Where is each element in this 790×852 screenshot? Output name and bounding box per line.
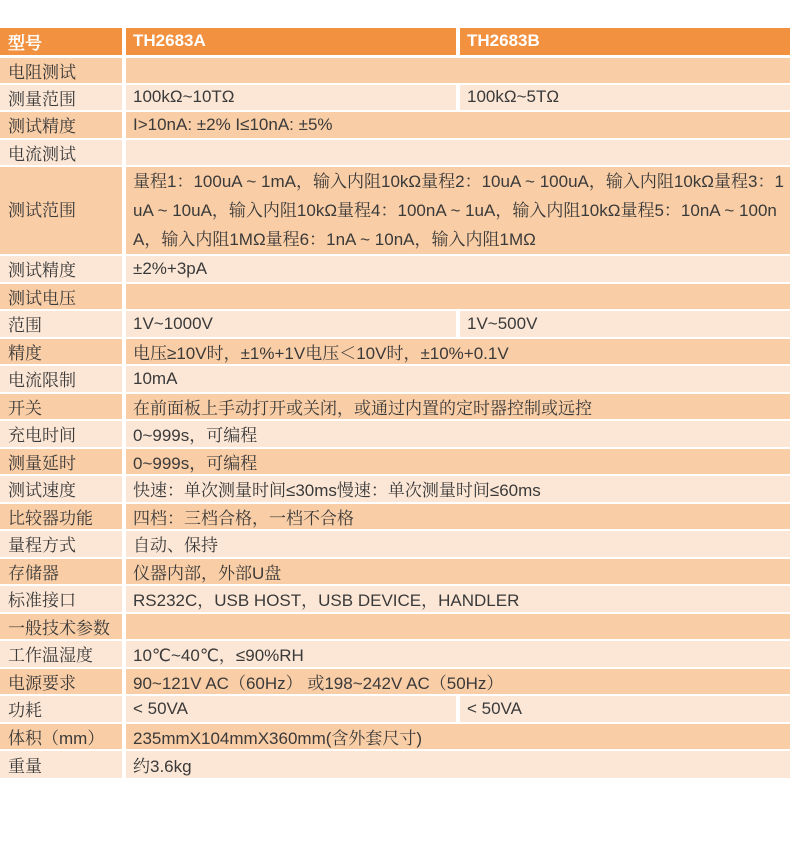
spec-row-interfaces — [0, 585, 790, 613]
spec-value-cell: 235mmX104mmX360mm(含外套尺寸) — [124, 723, 790, 751]
section-row-resistance-test — [0, 56, 790, 84]
section-row-test-voltage — [0, 283, 790, 311]
spec-label-cell: 开关 — [0, 393, 124, 421]
spec-label-cell: 量程方式 — [0, 530, 124, 558]
spec-row-comparator — [0, 503, 790, 531]
spec-label-cell: 电流限制 — [0, 365, 124, 393]
spec-row-voltage-accuracy — [0, 338, 790, 366]
spec-value-cell — [124, 139, 790, 167]
spec-row-test-speed — [0, 475, 790, 503]
spec-value-cell: I>10nA: ±2% I≤10nA: ±5% — [124, 111, 790, 139]
spec-value-cell: 量程1：100uA ~ 1mA，输入内阻10kΩ量程2：10uA ~ 100uA，输入内阻10kΩ量程3：1uA ~ 10uA，输入内阻10kΩ量程4：100nA ~ 1uA，输入内阻10kΩ量程5：10nA ~ 100nA，输入内阻1MΩ量程6：1nA ~ 10nA，输入内阻1MΩ — [124, 166, 790, 255]
spec-value-b-cell: < 50VA — [458, 695, 790, 723]
spec-row-power-requirement — [0, 668, 790, 696]
spec-label-cell: 精度 — [0, 338, 124, 366]
spec-value-b-cell: 100kΩ~5TΩ — [458, 84, 790, 112]
spec-value-cell: 0~999s，可编程 — [124, 448, 790, 476]
spec-value-b-cell: 1V~500V — [458, 310, 790, 338]
spec-value-cell: 四档：三档合格，一档不合格 — [124, 503, 790, 531]
header-model-b-cell: TH2683B — [458, 28, 790, 56]
spec-value-cell: 约3.6kg — [124, 750, 790, 778]
spec-value-cell: 电压≥10V时，±1%+1V电压＜10V时，±10%+0.1V — [124, 338, 790, 366]
spec-value-cell: 0~999s，可编程 — [124, 420, 790, 448]
spec-row-range-mode — [0, 530, 790, 558]
spec-row-voltage-range — [0, 310, 790, 338]
spec-label-cell: 范围 — [0, 310, 124, 338]
spec-value-a-cell: < 50VA — [124, 695, 458, 723]
spec-row-storage — [0, 558, 790, 586]
section-row-current-test — [0, 139, 790, 167]
spec-label-cell: 测试电压 — [0, 283, 124, 311]
spec-value-cell: 10℃~40℃，≤90%RH — [124, 640, 790, 668]
section-row-general-params — [0, 613, 790, 641]
spec-row-weight — [0, 750, 790, 778]
spec-value-cell: 仪器内部，外部U盘 — [124, 558, 790, 586]
spec-row-measure-range — [0, 84, 790, 112]
spec-label-cell: 体积（mm） — [0, 723, 124, 751]
spec-label-cell: 测试速度 — [0, 475, 124, 503]
spec-row-power-consumption — [0, 695, 790, 723]
spec-table — [0, 28, 790, 778]
header-model-a-cell: TH2683A — [124, 28, 458, 56]
spec-value-cell: ±2%+3pA — [124, 255, 790, 283]
spec-value-cell: 10mA — [124, 365, 790, 393]
spec-label-cell: 测试精度 — [0, 255, 124, 283]
spec-row-current-limit — [0, 365, 790, 393]
spec-value-cell: 自动、保持 — [124, 530, 790, 558]
spec-value-cell — [124, 613, 790, 641]
spec-label-cell: 一般技术参数 — [0, 613, 124, 641]
spec-row-dimensions — [0, 723, 790, 751]
spec-value-cell — [124, 56, 790, 84]
spec-row-test-accuracy-i — [0, 255, 790, 283]
spec-value-cell: 90~121V AC（60Hz） 或198~242V AC（50Hz） — [124, 668, 790, 696]
spec-label-cell: 功耗 — [0, 695, 124, 723]
spec-label-cell: 比较器功能 — [0, 503, 124, 531]
spec-label-cell: 测试精度 — [0, 111, 124, 139]
spec-label-cell: 测量延时 — [0, 448, 124, 476]
spec-label-cell: 测量范围 — [0, 84, 124, 112]
spec-row-switch — [0, 393, 790, 421]
spec-row-test-accuracy-r — [0, 111, 790, 139]
spec-label-cell: 测试范围 — [0, 166, 124, 255]
spec-label-cell: 电流测试 — [0, 139, 124, 167]
spec-row-test-range-current — [0, 166, 790, 255]
spec-value-a-cell: 100kΩ~10TΩ — [124, 84, 458, 112]
spec-value-cell: 快速：单次测量时间≤30ms慢速：单次测量时间≤60ms — [124, 475, 790, 503]
spec-row-measure-delay — [0, 448, 790, 476]
spec-label-cell: 存储器 — [0, 558, 124, 586]
spec-row-temp-humidity — [0, 640, 790, 668]
spec-label-cell: 电阻测试 — [0, 56, 124, 84]
spec-value-cell — [124, 283, 790, 311]
spec-label-cell: 工作温湿度 — [0, 640, 124, 668]
spec-label-cell: 电源要求 — [0, 668, 124, 696]
header-model-cell: 型号 — [0, 28, 124, 56]
spec-row-charge-time — [0, 420, 790, 448]
spec-label-cell: 充电时间 — [0, 420, 124, 448]
spec-label-cell: 标准接口 — [0, 585, 124, 613]
spec-value-cell: 在前面板上手动打开或关闭，或通过内置的定时器控制或远控 — [124, 393, 790, 421]
spec-value-cell: RS232C，USB HOST，USB DEVICE，HANDLER — [124, 585, 790, 613]
spec-value-a-cell: 1V~1000V — [124, 310, 458, 338]
spec-label-cell: 重量 — [0, 750, 124, 778]
table-header-row — [0, 28, 790, 56]
